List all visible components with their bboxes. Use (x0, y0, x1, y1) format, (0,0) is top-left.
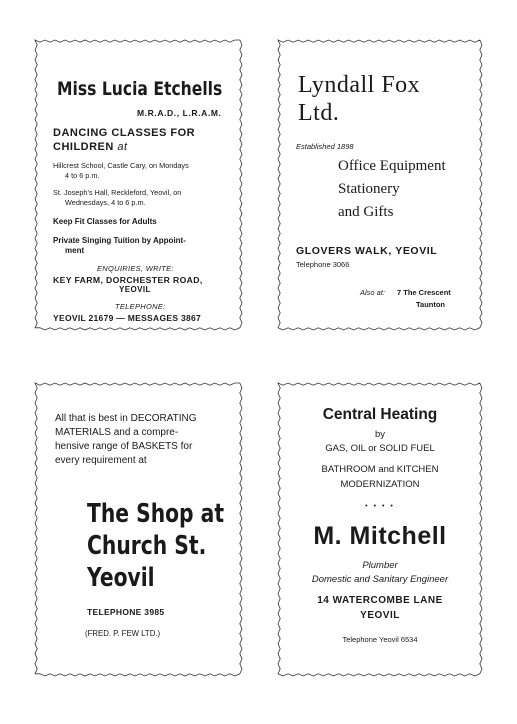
fuels: GAS, OIL or SOLID FUEL (325, 443, 435, 454)
telephone: Telephone Yeovil 6534 (342, 635, 418, 644)
keep-fit: Keep Fit Classes for Adults (53, 217, 157, 226)
address-line2: YEOVIL (119, 285, 151, 294)
ad-m-mitchell (276, 381, 484, 678)
enquiries-label: ENQUIRIES, WRITE: (97, 264, 174, 273)
ad-shop-church-st (33, 381, 244, 678)
telephone: TELEPHONE 3985 (87, 607, 165, 617)
venue2-line1: St. Joseph's Hall, Reckleford, Yeovil, on (53, 188, 182, 197)
telephone: YEOVIL 21679 — MESSAGES 3867 (53, 313, 202, 323)
established: Established 1898 (296, 142, 354, 151)
owner: (FRED. P. FEW LTD.) (85, 629, 161, 638)
address: GLOVERS WALK, YEOVIL (296, 245, 438, 257)
by: by (374, 429, 386, 440)
intro-line1: All that is best in DECORATING (55, 413, 197, 424)
trade-engineer: Domestic and Sanitary Engineer (311, 574, 449, 585)
trade-plumber: Plumber (362, 560, 398, 571)
service-gifts: and Gifts (338, 204, 394, 220)
singing-line2: ment (65, 246, 85, 255)
shop-name-line1: The Shop at (87, 499, 225, 529)
venue1-line1: Hillcrest School, Castle Cary, on Mondays (53, 161, 189, 170)
separator-dots: • • • • (365, 503, 395, 510)
service-stationery: Stationery (338, 181, 400, 197)
dancing-heading-line2 (53, 141, 128, 153)
address-line1: 14 WATERCOMBE LANE (317, 595, 443, 606)
company-name-line2: Ltd. (298, 100, 340, 126)
dancing-children: CHILDREN (53, 141, 114, 153)
intro-line4: every requirement at (55, 455, 147, 466)
singing-line1: Private Singing Tuition by Appoint- (53, 236, 186, 245)
ad-lyndall-fox (276, 38, 484, 332)
branch-line2: Taunton (416, 300, 446, 309)
company-name: M. Mitchell (313, 522, 447, 550)
telephone: Telephone 3066 (296, 260, 350, 269)
intro-line2: MATERIALS and a compre- (55, 427, 179, 438)
telephone-label: TELEPHONE: (115, 302, 166, 311)
venue1-line2: 4 to 6 p.m. (65, 171, 100, 180)
qualifications: M.R.A.D., L.R.A.M. (137, 108, 222, 118)
service-office-equipment: Office Equipment (338, 158, 446, 174)
advertiser-name: Miss Lucia Etchells (57, 78, 223, 100)
heading: Central Heating (322, 406, 438, 423)
services-line1: BATHROOM and KITCHEN (321, 464, 439, 475)
shop-name-line2: Church St. (87, 531, 207, 561)
also-at: Also at: (360, 288, 386, 297)
address-line1: KEY FARM, DORCHESTER ROAD, (53, 275, 203, 285)
address-line2: YEOVIL (360, 610, 400, 621)
dancing-at: at (117, 141, 128, 153)
venue2-line2: Wednesdays, 4 to 6 p.m. (65, 198, 146, 207)
branch-line1: 7 The Crescent (397, 288, 451, 297)
services-line2: MODERNIZATION (340, 479, 420, 490)
dancing-heading-line1: DANCING CLASSES FOR (53, 127, 196, 139)
company-name-line1: Lyndall Fox (298, 72, 421, 98)
shop-name-line3: Yeovil (87, 563, 155, 593)
intro-line3: hensive range of BASKETS for (55, 441, 193, 452)
ad-lucia-etchells (33, 38, 244, 332)
